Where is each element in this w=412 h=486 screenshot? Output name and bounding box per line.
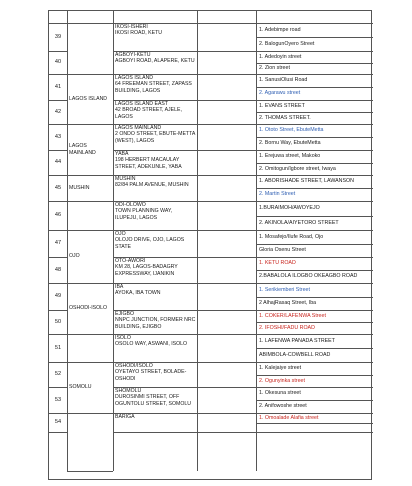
office-line: LAGOS ISLAND <box>115 75 154 81</box>
office-line: 82/84 PALM AVENUE, MUSHIN <box>115 182 189 189</box>
road-second: 2. Martin Street <box>259 191 296 198</box>
row-divider <box>113 432 373 433</box>
division-label: MUSHIN <box>69 184 90 191</box>
road-split <box>256 87 373 88</box>
office-line: BARIGA <box>115 414 135 420</box>
office-line: IBA <box>115 284 124 290</box>
office-line: TOWN PLANNING WAY, <box>115 208 173 215</box>
road-first: 1.BURAIMOH/AWOYEJO <box>259 205 320 212</box>
office-line: EXPRESSWAY, IJANIKIN <box>115 270 175 277</box>
serial-number: 54 <box>54 419 62 426</box>
division-label <box>67 413 113 471</box>
road-split <box>256 37 373 38</box>
road-split <box>256 270 373 271</box>
serial-number: 47 <box>54 240 62 247</box>
road-first: 1. KETU ROAD <box>259 260 296 267</box>
road-split <box>256 244 373 245</box>
office-line: ILUPEJU, LAGOS <box>115 214 158 221</box>
serial-number: 41 <box>54 83 62 90</box>
road-split <box>256 188 373 189</box>
road-first: 1. Adedoyin street <box>259 53 302 60</box>
road-first: 1. Kalejaiye street <box>259 365 302 372</box>
division-divider <box>67 471 113 472</box>
office-line: YABA <box>115 151 129 157</box>
lcda-office <box>113 387 197 413</box>
office-line: KM 28, LAGOS-BADAGRY <box>115 264 178 271</box>
road-second: ABIMBOLA-COWBELL ROAD <box>259 351 331 358</box>
office-line: NNPC JUNCTION, FORMER NRC <box>115 317 196 324</box>
serial-number: 51 <box>54 344 62 351</box>
road-second: 2. Agarawu street <box>259 90 301 97</box>
road-second: 2.BABALOLA ILOGBO OKEAGBO ROAD <box>259 273 358 280</box>
road-split <box>256 112 373 113</box>
office-line: ODI-OLOWO <box>115 202 146 208</box>
column-divider <box>197 11 198 471</box>
division-label: SOMOLU <box>69 384 92 391</box>
office-line: STREET, ADEKUNLE, YABA <box>115 163 182 170</box>
road-second: Gloria Osenu Street <box>259 247 306 254</box>
road-first: 1. LAFENWA PANADA STREET <box>259 337 335 344</box>
division-label: LAGOS ISLAND <box>69 95 108 102</box>
office-line: 198 HERBERT MACAULAY <box>115 157 180 164</box>
lcda-office <box>113 175 197 201</box>
division-label <box>67 11 113 23</box>
lcda-office <box>113 23 197 51</box>
office-line: 2 ONDO STREET, EBUTE-METTA <box>115 131 196 138</box>
office-line: MUSHIN <box>115 176 136 182</box>
serial-number: 50 <box>54 318 62 325</box>
road-split <box>256 216 373 217</box>
road-split <box>256 137 373 138</box>
road-second: 2. IFOSHI/FADU ROAD <box>259 324 315 331</box>
road-split <box>256 63 373 64</box>
serial-number: 53 <box>54 396 62 403</box>
office-line: 64 FREEMAN STREET, ZAPASS <box>115 81 192 88</box>
office-line: SHOMOLU <box>115 388 142 394</box>
lcda-office <box>113 283 197 310</box>
road-first: 1. SanusiOlusi Road <box>259 77 308 84</box>
road-split <box>256 297 373 298</box>
road-split <box>256 322 373 323</box>
row-divider <box>49 432 67 433</box>
road-second: 2. Ogunyinka street <box>259 377 305 384</box>
office-line: OSHODI <box>115 375 136 382</box>
office-line: IKOSI-ISHERI <box>115 24 148 30</box>
lcda-office <box>113 51 197 74</box>
office-line: OGUNTOLU STREET, SOMOLU <box>115 400 191 407</box>
division-divider <box>67 74 113 75</box>
serial-number: 44 <box>54 159 62 166</box>
office-line: AGBOYI ROAD, ALAPERE, KETU <box>115 58 195 65</box>
road-second: 2. Anifowoshe street <box>259 403 307 410</box>
division-label <box>67 23 113 74</box>
lcda-office <box>113 124 197 150</box>
serial-number: 40 <box>54 59 62 66</box>
division-label <box>67 334 113 362</box>
road-second: 2. AKINOLA/AIYETORO STREET <box>259 219 339 226</box>
road-split <box>256 423 373 424</box>
road-split <box>256 348 373 349</box>
serial-number: 52 <box>54 371 62 378</box>
office-line: (WEST), LAGOS <box>115 137 155 144</box>
lcda-office <box>113 334 197 362</box>
road-first: 1. Adebimpe road <box>259 26 301 33</box>
road-split <box>256 375 373 376</box>
serial-number: 46 <box>54 212 62 219</box>
road-first: 1. Omoalade Alafia street <box>259 414 319 421</box>
road-second: 2. Omitogun/Igbore street, Iwaya <box>259 165 336 172</box>
division-label: OJO <box>69 253 80 260</box>
office-line: AYOKA, IBA TOWN <box>115 290 161 297</box>
office-line: OSOLO WAY, ASWANI, ISOLO <box>115 341 188 348</box>
office-line: OTO-AWORI <box>115 258 146 264</box>
road-first: 1. Ototo Street, EbuteMetta <box>259 127 324 134</box>
road-first: 1. Erejuwa street, Makoko <box>259 153 321 160</box>
road-second: 2 AlhajRasaq Street, Iba <box>259 300 317 307</box>
road-first: 1. Serikiemberi Street <box>259 286 310 293</box>
lcda-office <box>113 257 197 283</box>
lcda-office <box>113 11 197 23</box>
office-line: IKOSI ROAD, KETU <box>115 30 162 37</box>
road-split <box>256 400 373 401</box>
road-second: 2. THOMAS STREET. <box>259 114 311 121</box>
office-line: STATE <box>115 243 131 250</box>
office-line: BUILDING, LAGOS <box>115 87 161 94</box>
serial-number: 49 <box>54 293 62 300</box>
road-second <box>256 423 373 432</box>
serial-number: 39 <box>54 33 62 40</box>
road-first: 1. EVANS STREET <box>259 102 305 109</box>
office-line: LAGOS <box>115 113 133 120</box>
lga-roads-table <box>48 10 372 480</box>
office-line: DUROSINMI STREET, OFF <box>115 394 180 401</box>
lcda-office <box>113 201 197 230</box>
road-first: 1. COKER/LAFENWA Street <box>259 312 326 319</box>
serial-number: 48 <box>54 266 62 273</box>
lcda-office <box>113 74 197 100</box>
office-line: LAGOS MAINLAND <box>115 125 162 131</box>
office-line: AGBOYI-KETU <box>115 52 151 58</box>
lcda-office <box>113 150 197 175</box>
lcda-office <box>113 310 197 334</box>
serial-number: 42 <box>54 108 62 115</box>
serial-number: 45 <box>54 184 62 191</box>
office-line: BUILDING, EJIGBO <box>115 323 162 330</box>
office-line: OSHODI/ISOLO <box>115 363 153 369</box>
lcda-office <box>113 230 197 257</box>
road-second: 2. Zion street <box>259 65 290 72</box>
road-second: 2. BalogunOyero Street <box>259 40 315 47</box>
office-line: LAGOS ISLAND EAST <box>115 101 169 107</box>
serial-number <box>49 11 67 23</box>
office-line: OYETAYO STREET, BOLADE- <box>115 369 187 376</box>
office-line: EJIGBO <box>115 311 135 317</box>
office-line: OLOJO DRIVE, OJO, LAGOS <box>115 237 185 244</box>
division-label: LAGOS MAINLAND <box>69 143 96 156</box>
lcda-office <box>113 413 197 432</box>
division-label: OSHODI-ISOLO <box>69 305 108 312</box>
serial-number: 43 <box>54 133 62 140</box>
office-line: 42 BROAD STREET, AJELE, <box>115 107 182 114</box>
road-first: 1. Mosafejo/Ilufe Road, Ojo <box>259 233 324 240</box>
lcda-office <box>113 100 197 124</box>
office-line: OJO <box>115 231 126 237</box>
road-first: 1. Okesuna street <box>259 390 301 397</box>
lcda-office <box>113 362 197 387</box>
road-second: 2. Bornu Way, EbuteMetta <box>259 140 321 147</box>
office-line: ISOLO <box>115 335 131 341</box>
division-label <box>67 201 113 230</box>
road-first: 1. ABORISHADE STREET, LAWANSON <box>259 178 354 185</box>
road-split <box>256 163 373 164</box>
